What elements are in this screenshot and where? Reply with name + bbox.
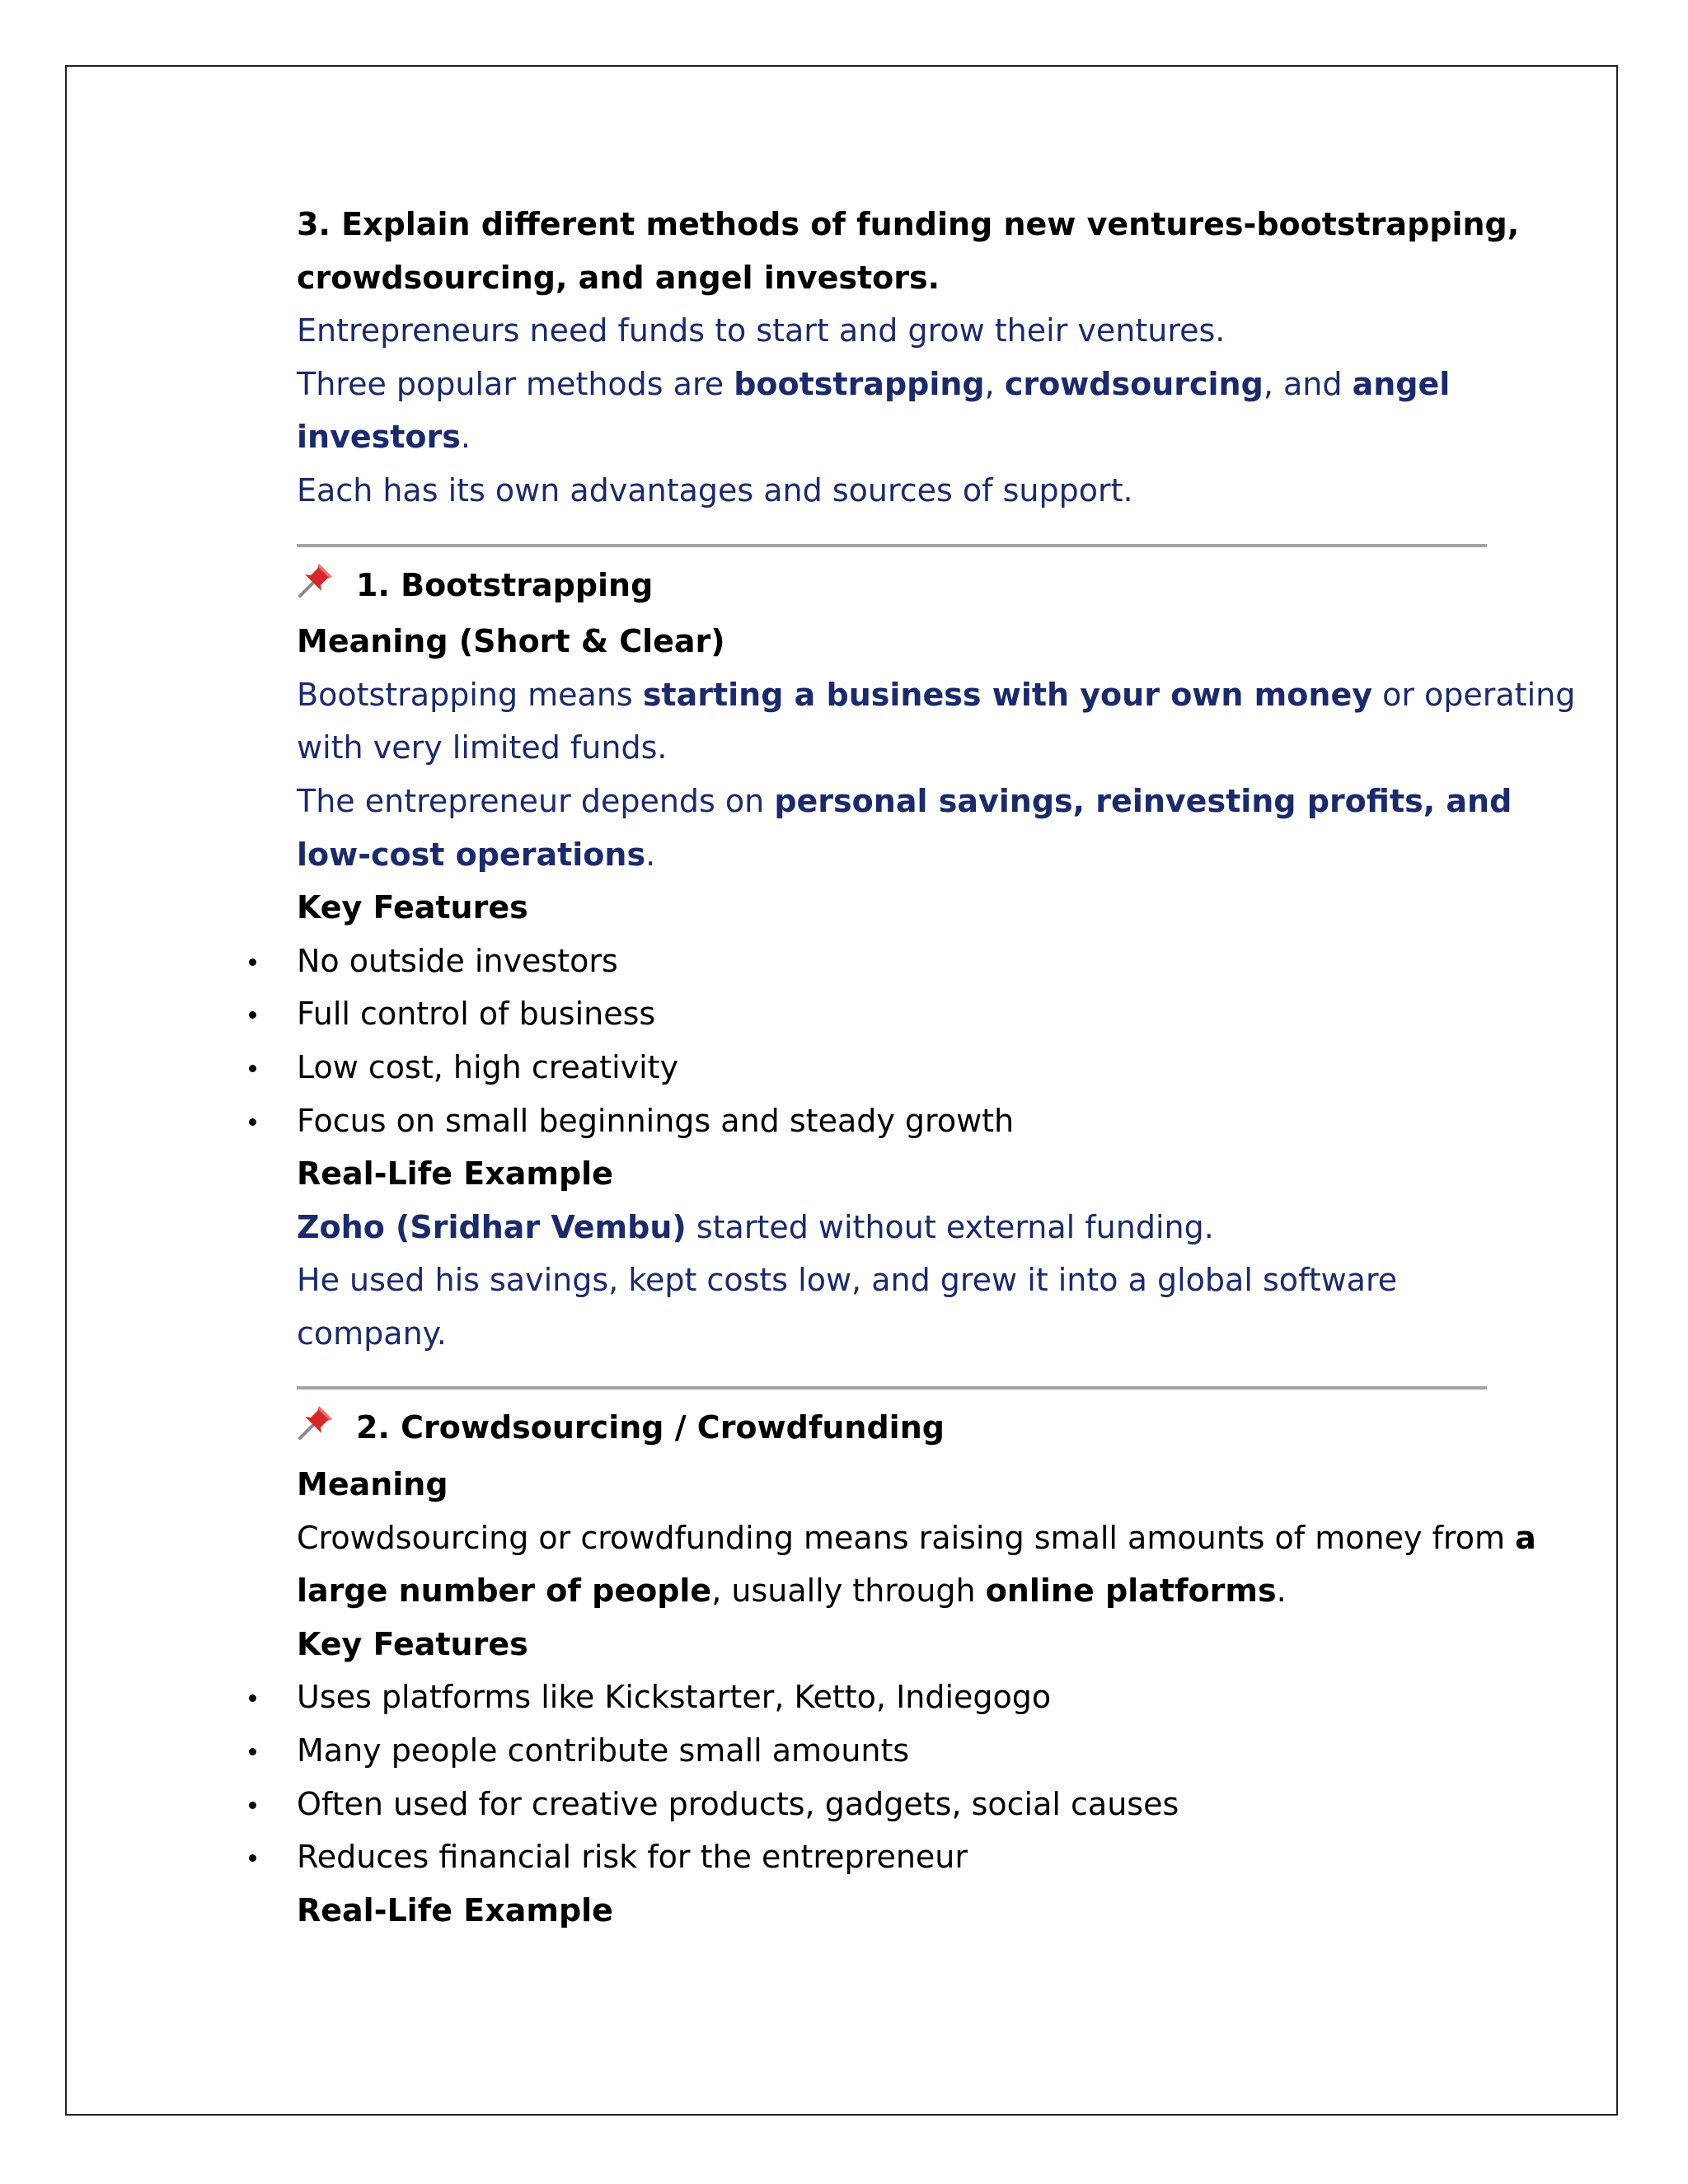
intro-separator: , and (1263, 365, 1353, 402)
intro-separator: , (984, 365, 1005, 402)
list-item: Often used for creative products, gadgets, social causes (297, 1778, 1492, 1831)
example-text: started without external funding. (686, 1208, 1214, 1245)
meaning-emphasis: online platforms (985, 1572, 1277, 1610)
meaning-emphasis: starting a business with your own money (642, 676, 1372, 713)
intro-period: . (460, 419, 471, 456)
meaning-emphasis: large number of people (297, 1572, 712, 1610)
meaning-label: Meaning (297, 1466, 448, 1503)
meaning-text: Crowdsourcing or crowdfunding means raising small amounts of money from (297, 1519, 1516, 1556)
meaning-line-2: with very limited funds. (297, 729, 668, 766)
section-divider (297, 544, 1487, 547)
example-line-2: He used his savings, kept costs low, and grew it into a global software (297, 1262, 1398, 1299)
example-line-3: company. (297, 1315, 447, 1352)
meaning-line-1 (297, 668, 1576, 722)
example-label: Real-Life Example (297, 1155, 613, 1193)
section-title-bootstrapping (297, 559, 1492, 616)
meaning-line-3 (297, 775, 1512, 828)
pushpin-icon (297, 561, 338, 616)
meaning-period: . (645, 836, 656, 873)
term-crowdsourcing: crowdsourcing (1004, 365, 1264, 402)
list-item: Focus on small beginnings and steady growth (297, 1094, 1492, 1148)
section-title-text: 1. Bootstrapping (356, 566, 654, 603)
term-angel: angel (1352, 365, 1451, 402)
key-features-label: Key Features (297, 889, 528, 926)
section-divider (297, 1386, 1487, 1390)
list-item: Many people contribute small amounts (297, 1724, 1492, 1778)
intro-line-2 (297, 358, 1492, 411)
list-item: Low cost, high creativity (297, 1041, 1492, 1094)
meaning-emphasis: a (1515, 1519, 1536, 1556)
list-item: Uses platforms like Kickstarter, Ketto, Indiegogo (297, 1671, 1492, 1724)
meaning-period: . (1276, 1572, 1287, 1610)
meaning-text: or operating (1372, 676, 1576, 713)
example-emphasis: Zoho (Sridhar Vembu) (297, 1208, 687, 1245)
key-features-label: Key Features (297, 1625, 528, 1662)
meaning-text: Bootstrapping means (297, 676, 643, 713)
list-item: Reduces financial risk for the entrepreneur (297, 1830, 1492, 1884)
list-item: Full control of business (297, 987, 1492, 1041)
intro-line-3 (297, 410, 1492, 464)
question-heading-line-1: 3. Explain different methods of funding new ventures-bootstrapping, (297, 206, 1520, 242)
section-title-text: 2. Crowdsourcing / Crowdfunding (356, 1409, 945, 1446)
question-heading-line-2: crowdsourcing, and angel investors. (297, 259, 940, 296)
term-investors: investors (297, 419, 461, 456)
meaning-label: Meaning (Short & Clear) (297, 623, 725, 660)
meaning-text: , usually through (711, 1572, 986, 1610)
document-content (297, 198, 1576, 1937)
meaning-line-1 (297, 1511, 1536, 1565)
meaning-line-2 (297, 1564, 1492, 1618)
feature-list (297, 1671, 1492, 1883)
section-title-crowdsourcing (297, 1401, 1492, 1458)
meaning-line-4 (297, 828, 1492, 882)
meaning-text: The entrepreneur depends on (297, 782, 775, 819)
pushpin-icon (297, 1404, 338, 1458)
example-line-1 (297, 1201, 1492, 1254)
intro-line-1: Entrepreneurs need funds to start and grow their ventures. (297, 312, 1226, 349)
example-label: Real-Life Example (297, 1891, 613, 1929)
intro-line-4: Each has its own advantages and sources of support. (297, 471, 1133, 509)
intro-text: Three popular methods are (297, 365, 734, 402)
term-bootstrapping: bootstrapping (734, 365, 985, 402)
meaning-emphasis: low-cost operations (297, 836, 646, 873)
list-item: No outside investors (297, 935, 1492, 988)
feature-list (297, 935, 1492, 1147)
meaning-emphasis: personal savings, reinvesting profits, and (774, 782, 1512, 819)
